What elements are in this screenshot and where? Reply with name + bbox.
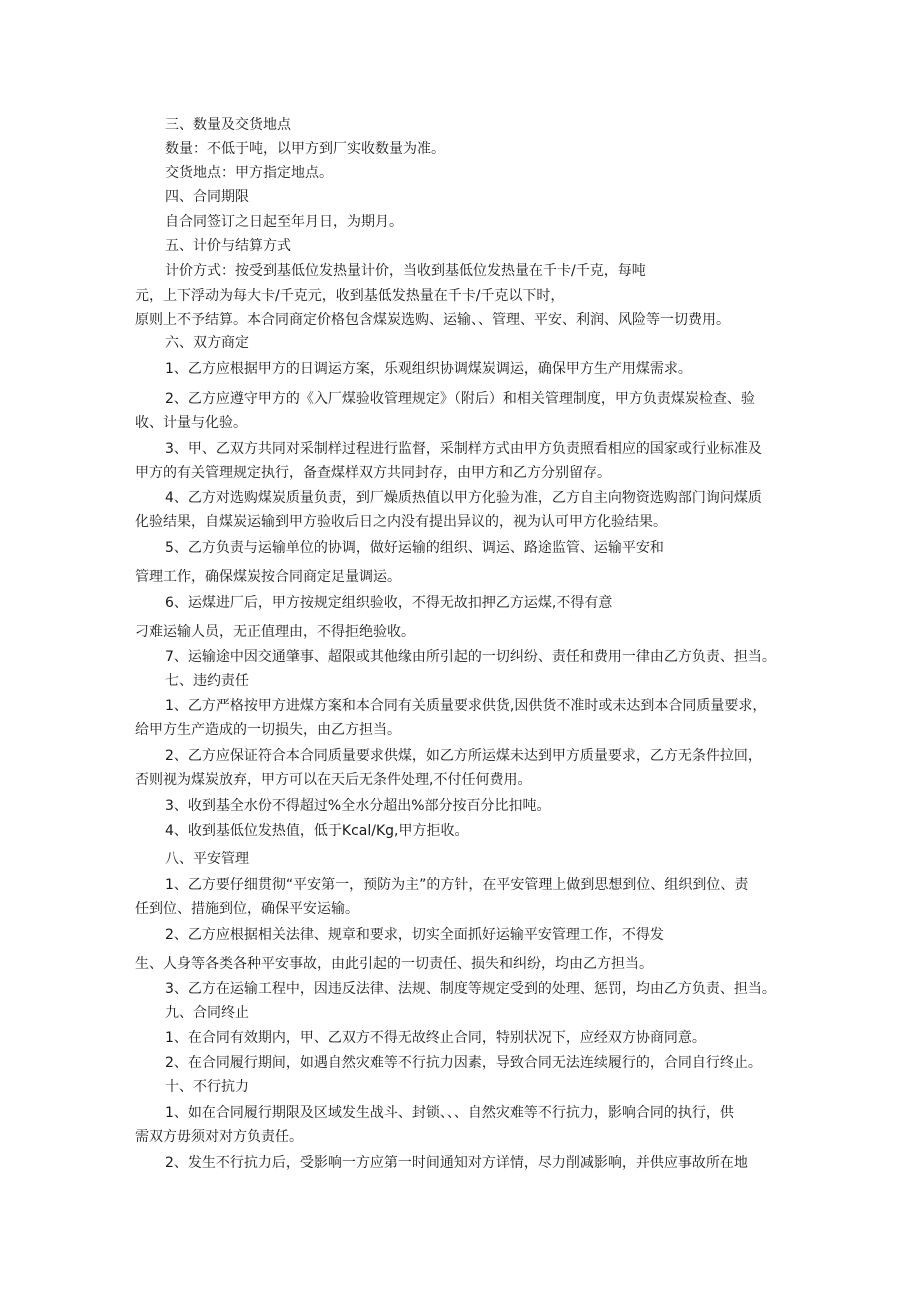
- text-line: 6、运煤进厂后，甲方按规定组织验收，不得无故扣押乙方运煤,不得有意: [165, 595, 613, 611]
- text-line: 2、乙方应保证符合本合同质量要求供煤，如乙方所运煤未达到甲方质量要求，乙方无条件拉回，: [165, 748, 762, 764]
- text-line: 2、在合同履行期间，如遇自然灾难等不行抗力因素，导致合同无法连续履行的，合同自行终止。: [165, 1055, 762, 1071]
- text-line: 收、计量与化验。: [135, 415, 247, 431]
- text-line: 生、人身等各类各种平安事故，由此引起的一切责任、损失和纠纷，均由乙方担当。: [135, 956, 653, 972]
- text-line: 7、运输途中因交通肇事、超限或其他缘由所引起的一切纠纷、责任和费用一律由乙方负责、担当。: [165, 649, 776, 665]
- text-line: 1、乙方要仔细贯彻“平安第一，预防为主”的方针，在平安管理上做到思想到位、组织到位、责: [165, 877, 749, 893]
- section-heading-quantity-delivery: 三、数量及交货地点: [165, 117, 291, 133]
- text-line: 1、乙方应根据甲方的日调运方案，乐观组织协调煤炭调运，确保甲方生产用煤需求。: [165, 361, 692, 377]
- text-line: 计价方式：按受到基低位发热量计价，当收到基低位发热量在千卡/千克，每吨: [165, 263, 646, 279]
- text-line: 甲方的有关管理规定执行，备查煤样双方共同封存，由甲方和乙方分别留存。: [135, 465, 611, 481]
- text-line: 原则上不予结算。本合同商定价格包含煤炭选购、运输、、管理、平安、利润、风险等一切费用。: [135, 312, 730, 328]
- text-line: 1、在合同有效期内，甲、乙双方不得无故终止合同，特别状况下，应经双方协商同意。: [165, 1030, 706, 1046]
- section-heading-mutual-agreement: 六、双方商定: [165, 335, 249, 351]
- text-line: 3、甲、乙双方共同对采制样过程进行监督，采制样方式由甲方负责照看相应的国家或行业标准及: [165, 441, 762, 457]
- section-heading-safety: 八、平安管理: [165, 851, 249, 867]
- text-line: 数量：不低于吨，以甲方到厂实收数量为准。: [165, 141, 445, 157]
- text-line: 元，上下浮动为每大卡/千克元，收到基低发热量在千卡/千克以下时，: [135, 288, 565, 304]
- section-heading-liability: 七、违约责任: [165, 673, 249, 689]
- section-heading-contract-term: 四、合同期限: [165, 189, 249, 205]
- text-line: 4、乙方对选购煤炭质量负责，到厂燥质热值以甲方化验为准，乙方自主向物资选购部门询问煤质: [165, 490, 762, 506]
- text-line: 给甲方生产造成的一切损失，由乙方担当。: [135, 722, 401, 738]
- text-line: 需双方毋须对对方负责任。: [135, 1129, 303, 1145]
- text-line: 任到位、措施到位，确保平安运输。: [135, 901, 359, 917]
- section-heading-force-majeure: 十、不行抗力: [165, 1079, 249, 1095]
- text-line: 1、如在合同履行期限及区域发生战斗、封锁、、、自然灾难等不行抗力，影响合同的执行，供: [165, 1105, 734, 1121]
- text-line: 否则视为煤炭放弃，甲方可以在天后无条件处理,不付任何费用。: [135, 772, 532, 788]
- text-line: 1、乙方严格按甲方进煤方案和本合同有关质量要求供货,因供货不准时或未达到本合同质量要求，: [165, 698, 767, 714]
- text-line: 3、收到基全水份不得超过%全水分超出%部分按百分比扣吨。: [165, 798, 551, 814]
- text-line: 2、乙方应根据相关法律、规章和要求，切实全面抓好运输平安管理工作，不得发: [165, 927, 664, 943]
- text-line: 5、乙方负责与运输单位的协调，做好运输的组织、调运、路途监管、运输平安和: [165, 540, 664, 556]
- text-line: 交货地点：甲方指定地点。: [165, 165, 333, 181]
- text-line: 化验结果，自煤炭运输到甲方验收后日之内没有提出异议的，视为认可甲方化验结果。: [135, 514, 667, 530]
- text-line: 2、乙方应遵守甲方的《入厂煤验收管理规定》（附后）和相关管理制度，甲方负责煤炭检查、验: [165, 391, 755, 407]
- text-line: 2、发生不行抗力后，受影响一方应第一时间通知对方详情，尽力削减影响，并供应事故所在地: [165, 1155, 748, 1171]
- text-line: 4、收到基低位发热值，低于Kcal/Kg,甲方拒收。: [165, 823, 469, 839]
- section-heading-termination: 九、合同终止: [165, 1005, 249, 1021]
- section-heading-pricing: 五、计价与结算方式: [165, 238, 291, 254]
- text-line: 自合同签订之日起至年月日，为期月。: [165, 214, 403, 230]
- text-line: 刁难运输人员，无正值理由，不得拒绝验收。: [135, 624, 415, 640]
- text-line: 管理工作，确保煤炭按合同商定足量调运。: [135, 569, 401, 585]
- text-line: 3、乙方在运输工程中，因违反法律、法规、制度等规定受到的处理、惩罚，均由乙方负责、担当。: [165, 981, 776, 997]
